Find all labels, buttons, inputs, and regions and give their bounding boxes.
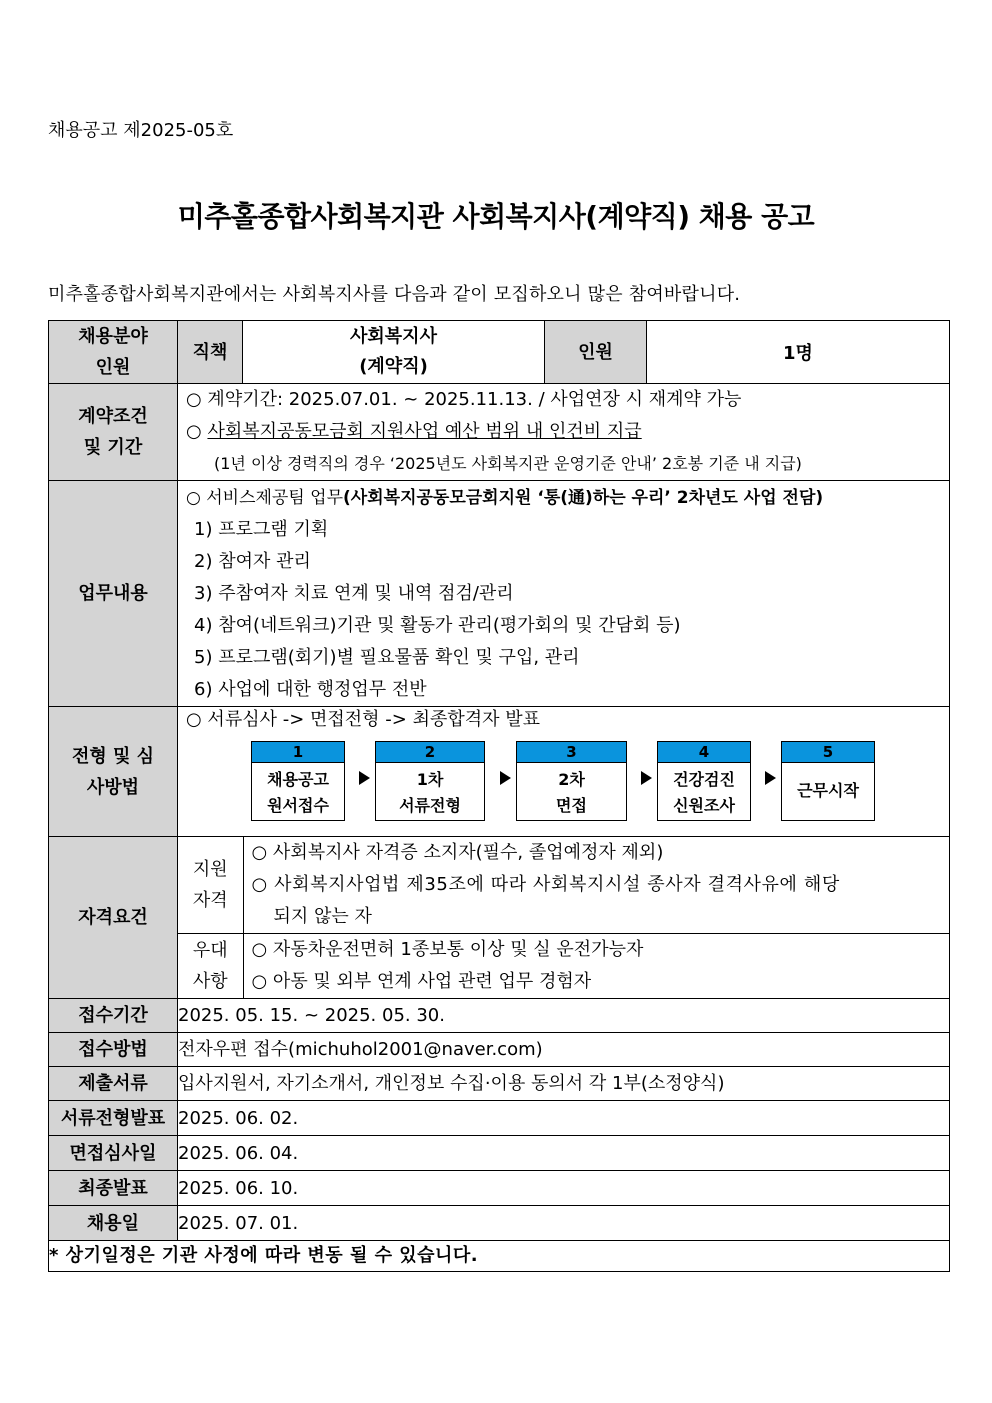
step-label-line2: 서류전형 bbox=[399, 796, 461, 815]
apply-label bbox=[178, 837, 243, 934]
preference-label-line1: 우대 bbox=[192, 940, 228, 961]
schedule-value: 입사지원서, 자기소개서, 개인정보 수집·이용 동의서 각 1부(소정양식) bbox=[178, 1067, 950, 1101]
arrow-right-icon bbox=[641, 771, 652, 785]
contract-content bbox=[178, 384, 950, 481]
schedule-row bbox=[49, 1101, 950, 1136]
apply-line2: ○ 사회복지사업법 제35조에 따라 사회복지시설 종사자 결격사유에 해당 bbox=[251, 874, 840, 895]
footer-row bbox=[49, 1241, 950, 1272]
apply-label-line2: 자격 bbox=[192, 890, 228, 911]
footer-note: * 상기일정은 기관 사정에 따라 변동 될 수 있습니다. bbox=[49, 1241, 950, 1272]
duties-line1 bbox=[178, 482, 949, 514]
process-step-5 bbox=[781, 741, 875, 821]
contract-line1: ○ 계약기간: 2025.07.01. ~ 2025.11.13. / 사업연장 시 재계약 가능 bbox=[186, 389, 742, 410]
duty-item: 1) 프로그램 기획 bbox=[194, 518, 329, 540]
schedule-label: 면접심사일 bbox=[49, 1136, 178, 1171]
schedule-value: 2025. 07. 01. bbox=[178, 1206, 950, 1241]
step-label-line2: 원서접수 bbox=[267, 796, 329, 815]
selection-content bbox=[178, 707, 950, 837]
header-selection bbox=[49, 707, 178, 837]
process-step-3 bbox=[516, 741, 627, 821]
header-contract bbox=[49, 384, 178, 481]
preference-line2: ○ 아동 및 외부 연계 사업 관련 업무 경험자 bbox=[251, 971, 592, 992]
schedule-value: 2025. 05. 15. ~ 2025. 05. 30. bbox=[178, 999, 950, 1033]
preference-label bbox=[178, 934, 243, 999]
schedule-row bbox=[49, 1067, 950, 1101]
duties-line1-bold: (사회복지공동모금회지원 ‘통(通)하는 우리’ 2차년도 사업 전담) bbox=[343, 487, 824, 508]
arrow-right-icon bbox=[765, 771, 776, 785]
header-contract-line2: 및 기간 bbox=[83, 437, 143, 458]
step-label bbox=[517, 763, 626, 819]
row-field bbox=[49, 321, 950, 384]
header-qualification: 자격요건 bbox=[49, 837, 178, 999]
position-value bbox=[243, 321, 545, 384]
arrow-right-icon bbox=[500, 771, 511, 785]
schedule-value: 2025. 06. 04. bbox=[178, 1136, 950, 1171]
schedule-row bbox=[49, 1136, 950, 1171]
schedule-row bbox=[49, 999, 950, 1033]
intro-text: 미추홀종합사회복지관에서는 사회복지사를 다음과 같이 모집하오니 많은 참여바랍니다. bbox=[48, 284, 741, 305]
schedule-row bbox=[49, 1206, 950, 1241]
row-selection bbox=[49, 707, 950, 837]
step-number: 2 bbox=[376, 742, 484, 763]
schedule-label: 채용일 bbox=[49, 1206, 178, 1241]
schedule-row bbox=[49, 1033, 950, 1067]
contract-line2-text: 사회복지공동모금회 지원사업 예산 범위 내 인건비 지급 bbox=[207, 421, 642, 442]
process-step-2 bbox=[375, 741, 485, 821]
apply-label-line1: 지원 bbox=[192, 859, 228, 880]
step-label bbox=[658, 763, 750, 819]
apply-qualification-row bbox=[178, 837, 949, 934]
step-label bbox=[252, 763, 344, 819]
step-number: 1 bbox=[252, 742, 344, 763]
step-label-line1: 2차 bbox=[558, 770, 585, 789]
row-qualification bbox=[49, 837, 950, 999]
preference-line1: ○ 자동차운전면허 1종보통 이상 및 실 운전가능자 bbox=[251, 939, 644, 960]
process-step-4 bbox=[657, 741, 751, 821]
preference-label-line2: 사항 bbox=[192, 971, 228, 992]
apply-line1: ○ 사회복지사 자격증 소지자(필수, 졸업예정자 제외) bbox=[251, 842, 664, 863]
step-label-line1: 건강검진 bbox=[673, 770, 735, 789]
schedule-label: 서류전형발표 bbox=[49, 1101, 178, 1136]
step-number: 4 bbox=[658, 742, 750, 763]
header-contract-line1: 계약조건 bbox=[78, 406, 148, 427]
schedule-value: 2025. 06. 02. bbox=[178, 1101, 950, 1136]
arrow-right-icon bbox=[359, 771, 370, 785]
schedule-value: 2025. 06. 10. bbox=[178, 1171, 950, 1206]
count-value: 1명 bbox=[647, 321, 950, 384]
schedule-value: 전자우편 접수(michuhol2001@naver.com) bbox=[178, 1033, 950, 1067]
step-label: 근무시작 bbox=[797, 781, 859, 800]
duty-item: 3) 주참여자 치료 연계 및 내역 점검/관리 bbox=[194, 582, 514, 604]
contract-line3: (1년 이상 경력직의 경우 ‘2025년도 사회복지관 운영기준 안내’ 2호봉 기준 내 지급) bbox=[214, 454, 802, 473]
preference-row bbox=[178, 934, 949, 999]
schedule-row bbox=[49, 1171, 950, 1206]
duty-item: 2) 참여자 관리 bbox=[194, 550, 311, 572]
step-label-line1: 채용공고 bbox=[267, 770, 329, 789]
step-label-line1: 1차 bbox=[416, 770, 444, 789]
header-selection-line1: 전형 및 심 bbox=[71, 745, 155, 767]
duties-content bbox=[178, 481, 950, 707]
apply-content bbox=[243, 837, 949, 934]
step-label-line2: 면접 bbox=[556, 796, 587, 815]
qualification-subtable bbox=[178, 837, 949, 998]
schedule-label: 제출서류 bbox=[49, 1067, 178, 1101]
duty-item: 6) 사업에 대한 행정업무 전반 bbox=[194, 678, 427, 700]
contract-line2 bbox=[178, 416, 949, 448]
step-number: 5 bbox=[782, 742, 874, 763]
preference-content bbox=[243, 934, 949, 999]
row-duties bbox=[49, 481, 950, 707]
step-label-line2: 신원조사 bbox=[673, 796, 735, 815]
header-field bbox=[49, 321, 178, 384]
count-label: 인원 bbox=[545, 321, 647, 384]
schedule-label: 최종발표 bbox=[49, 1171, 178, 1206]
position-label: 직책 bbox=[178, 321, 243, 384]
header-field-line2: 인원 bbox=[95, 357, 131, 378]
duties-line1-prefix: ○ 서비스제공팀 업무 bbox=[186, 487, 344, 508]
process-step-1 bbox=[251, 741, 345, 821]
duty-item: 4) 참여(네트워크)기관 및 활동가 관리(평가회의 및 간담회 등) bbox=[194, 614, 681, 636]
header-duties: 업무내용 bbox=[49, 481, 178, 707]
schedule-label: 접수기간 bbox=[49, 999, 178, 1033]
header-selection-line2: 사방법 bbox=[86, 776, 140, 798]
duty-item: 5) 프로그램(회기)별 필요물품 확인 및 구입, 관리 bbox=[194, 646, 580, 668]
selection-line1: ○ 서류심사 -> 면접전형 -> 최종합격자 발표 bbox=[186, 709, 541, 730]
schedule-label: 접수방법 bbox=[49, 1033, 178, 1067]
position-value-line1: 사회복지사 bbox=[350, 326, 437, 347]
apply-line3: 되지 않는 자 bbox=[273, 906, 372, 927]
qualification-content bbox=[178, 837, 950, 999]
recruitment-table bbox=[48, 320, 950, 1272]
row-contract bbox=[49, 384, 950, 481]
process-flow bbox=[178, 733, 949, 829]
contract-line2-mark: ○ bbox=[186, 421, 208, 442]
step-number: 3 bbox=[517, 742, 626, 763]
header-field-line1: 채용분야 bbox=[78, 326, 148, 347]
page-title: 미추홀종합사회복지관 사회복지사(계약직) 채용 공고 bbox=[177, 200, 815, 233]
step-label bbox=[376, 763, 484, 819]
position-value-line2: (계약직) bbox=[359, 356, 428, 377]
notice-number: 채용공고 제2025-05호 bbox=[48, 120, 234, 141]
